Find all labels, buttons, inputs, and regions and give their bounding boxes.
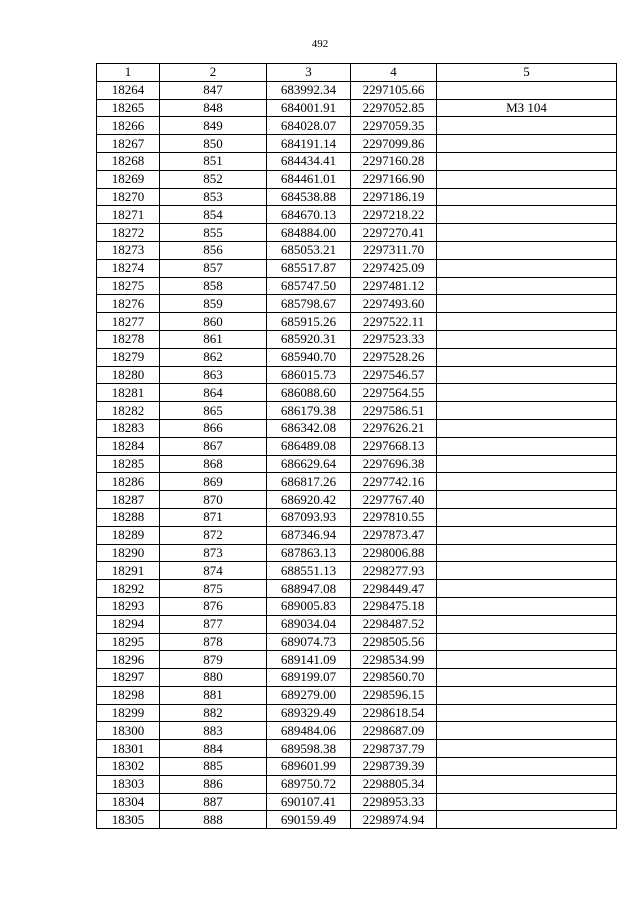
table-cell: 2297166.90 <box>351 170 437 188</box>
table-cell: 871 <box>160 508 267 526</box>
table-cell: 18305 <box>97 811 160 829</box>
table-cell: 2297059.35 <box>351 117 437 135</box>
table-cell: 2298449.47 <box>351 580 437 598</box>
table-cell: 2297523.33 <box>351 330 437 348</box>
table-cell: 18266 <box>97 117 160 135</box>
column-header-4: 4 <box>351 64 437 82</box>
table-row <box>97 775 617 793</box>
table-cell: 850 <box>160 135 267 153</box>
table-cell: 686088.60 <box>267 384 351 402</box>
table-cell: 684434.41 <box>267 152 351 170</box>
table-cell: 2297099.86 <box>351 135 437 153</box>
table-cell: 18264 <box>97 81 160 99</box>
table-row <box>97 740 617 758</box>
table-row <box>97 615 617 633</box>
table-cell: 2298618.54 <box>351 704 437 722</box>
column-header-1: 1 <box>97 64 160 82</box>
table-cell: 858 <box>160 277 267 295</box>
table-cell: 877 <box>160 615 267 633</box>
table-cell <box>437 366 617 384</box>
table-cell: 878 <box>160 633 267 651</box>
table-cell: 880 <box>160 669 267 687</box>
table-row <box>97 580 617 598</box>
table-row <box>97 669 617 687</box>
table-cell <box>437 188 617 206</box>
table-row <box>97 811 617 829</box>
table-row <box>97 81 617 99</box>
table-row <box>97 188 617 206</box>
table-cell <box>437 580 617 598</box>
table-cell: 18294 <box>97 615 160 633</box>
column-header-2: 2 <box>160 64 267 82</box>
table-cell: 2298475.18 <box>351 597 437 615</box>
table-cell: 685517.87 <box>267 259 351 277</box>
table-cell <box>437 651 617 669</box>
table-cell: 2297186.19 <box>351 188 437 206</box>
table-cell <box>437 81 617 99</box>
table-cell <box>437 740 617 758</box>
table-cell <box>437 259 617 277</box>
table-cell: 2297564.55 <box>351 384 437 402</box>
table-cell: 690107.41 <box>267 793 351 811</box>
table-cell: 688947.08 <box>267 580 351 598</box>
table-cell: 686015.73 <box>267 366 351 384</box>
column-header-3: 3 <box>267 64 351 82</box>
table-cell <box>437 669 617 687</box>
table-cell <box>437 241 617 259</box>
table-row <box>97 704 617 722</box>
table-cell <box>437 224 617 242</box>
table-cell: 863 <box>160 366 267 384</box>
table-cell: 689005.83 <box>267 597 351 615</box>
table-cell: 18272 <box>97 224 160 242</box>
table-cell <box>437 562 617 580</box>
table-cell: 2297873.47 <box>351 526 437 544</box>
table-cell: 2297218.22 <box>351 206 437 224</box>
table-cell: 18267 <box>97 135 160 153</box>
table-cell: 2298953.33 <box>351 793 437 811</box>
table-cell: 870 <box>160 491 267 509</box>
table-cell: 18269 <box>97 170 160 188</box>
table-row <box>97 117 617 135</box>
table-cell: 689034.04 <box>267 615 351 633</box>
table-row <box>97 544 617 562</box>
table-cell <box>437 117 617 135</box>
table-cell: 847 <box>160 81 267 99</box>
table-row <box>97 313 617 331</box>
table-cell: 18284 <box>97 437 160 455</box>
table-cell: 2298006.88 <box>351 544 437 562</box>
table-cell <box>437 152 617 170</box>
table-cell <box>437 330 617 348</box>
table-cell: 686629.64 <box>267 455 351 473</box>
table-cell <box>437 313 617 331</box>
table-cell: 18295 <box>97 633 160 651</box>
table-cell: 848 <box>160 99 267 117</box>
table-cell: 685053.21 <box>267 241 351 259</box>
table-cell: 18302 <box>97 758 160 776</box>
table-cell: 18292 <box>97 580 160 598</box>
table-cell: 18298 <box>97 686 160 704</box>
table-cell: 2297586.51 <box>351 402 437 420</box>
table-cell <box>437 722 617 740</box>
table-cell <box>437 170 617 188</box>
table-row <box>97 99 617 117</box>
table-row <box>97 633 617 651</box>
table-row <box>97 366 617 384</box>
table-row <box>97 135 617 153</box>
table-row <box>97 330 617 348</box>
table-cell: 687093.93 <box>267 508 351 526</box>
table-cell: 2298805.34 <box>351 775 437 793</box>
table-cell: 690159.49 <box>267 811 351 829</box>
table-cell: 18273 <box>97 241 160 259</box>
table-cell: 684028.07 <box>267 117 351 135</box>
table-row <box>97 206 617 224</box>
table-cell: 2297810.55 <box>351 508 437 526</box>
table-row <box>97 722 617 740</box>
table-cell: 2297696.38 <box>351 455 437 473</box>
table-cell: 860 <box>160 313 267 331</box>
table-row <box>97 241 617 259</box>
table-cell: 2297626.21 <box>351 419 437 437</box>
table-row <box>97 508 617 526</box>
table-cell: 18303 <box>97 775 160 793</box>
table-row <box>97 562 617 580</box>
table-cell: 689279.00 <box>267 686 351 704</box>
table-cell: 864 <box>160 384 267 402</box>
table-cell: 862 <box>160 348 267 366</box>
table-cell <box>437 526 617 544</box>
table-cell <box>437 206 617 224</box>
table-row <box>97 473 617 491</box>
table-cell: 684538.88 <box>267 188 351 206</box>
table-row <box>97 348 617 366</box>
table-cell: 18300 <box>97 722 160 740</box>
table-cell: 18291 <box>97 562 160 580</box>
table-row <box>97 295 617 313</box>
table-cell <box>437 437 617 455</box>
table-cell: 2297311.70 <box>351 241 437 259</box>
table-cell: 2298487.52 <box>351 615 437 633</box>
table-cell: 689141.09 <box>267 651 351 669</box>
table-row <box>97 402 617 420</box>
table-header-row <box>97 64 617 82</box>
table-cell: 873 <box>160 544 267 562</box>
table-cell: 2297742.16 <box>351 473 437 491</box>
table-cell: 686179.38 <box>267 402 351 420</box>
table-cell: 18268 <box>97 152 160 170</box>
table-cell: 18281 <box>97 384 160 402</box>
table-cell <box>437 775 617 793</box>
table-row <box>97 526 617 544</box>
table-cell: 18289 <box>97 526 160 544</box>
table-cell: 2297270.41 <box>351 224 437 242</box>
table-cell <box>437 277 617 295</box>
table-cell: 2297522.11 <box>351 313 437 331</box>
table-cell: 689484.06 <box>267 722 351 740</box>
table-cell: 2297493.60 <box>351 295 437 313</box>
table-cell: 18274 <box>97 259 160 277</box>
table-cell: 18276 <box>97 295 160 313</box>
table-row <box>97 758 617 776</box>
table-cell: 2298596.15 <box>351 686 437 704</box>
table-cell: 18271 <box>97 206 160 224</box>
table-cell: 18297 <box>97 669 160 687</box>
table-cell: 18280 <box>97 366 160 384</box>
table-row <box>97 170 617 188</box>
table-cell: 867 <box>160 437 267 455</box>
table-cell: 2298534.99 <box>351 651 437 669</box>
table-cell <box>437 402 617 420</box>
table-cell: 688551.13 <box>267 562 351 580</box>
table-cell: 869 <box>160 473 267 491</box>
coordinates-table <box>96 63 617 829</box>
table-cell: 883 <box>160 722 267 740</box>
table-cell: 689199.07 <box>267 669 351 687</box>
table-cell: 865 <box>160 402 267 420</box>
table-cell: 854 <box>160 206 267 224</box>
table-cell: 18282 <box>97 402 160 420</box>
table-cell: 852 <box>160 170 267 188</box>
table-cell: 684884.00 <box>267 224 351 242</box>
table-row <box>97 224 617 242</box>
table-cell: 18283 <box>97 419 160 437</box>
table-cell: 18301 <box>97 740 160 758</box>
table-cell: 2297105.66 <box>351 81 437 99</box>
table-body <box>97 81 617 828</box>
table-cell: 18270 <box>97 188 160 206</box>
table-cell <box>437 793 617 811</box>
table-row <box>97 597 617 615</box>
table-cell: 18285 <box>97 455 160 473</box>
table-cell: 18265 <box>97 99 160 117</box>
table-cell <box>437 758 617 776</box>
table-row <box>97 651 617 669</box>
table-cell: 684001.91 <box>267 99 351 117</box>
table-cell: 2297528.26 <box>351 348 437 366</box>
table-cell: 18293 <box>97 597 160 615</box>
table-cell: 18286 <box>97 473 160 491</box>
table-cell <box>437 384 617 402</box>
table-row <box>97 686 617 704</box>
table-row <box>97 491 617 509</box>
table-cell: 686817.26 <box>267 473 351 491</box>
table-cell <box>437 704 617 722</box>
table-cell <box>437 473 617 491</box>
table-cell: 687863.13 <box>267 544 351 562</box>
table-cell <box>437 508 617 526</box>
table-cell: 884 <box>160 740 267 758</box>
table-cell: 18287 <box>97 491 160 509</box>
table-cell: 851 <box>160 152 267 170</box>
table-cell: 886 <box>160 775 267 793</box>
table-cell: 18277 <box>97 313 160 331</box>
table-cell: 849 <box>160 117 267 135</box>
table-cell: 18275 <box>97 277 160 295</box>
table-cell: 685920.31 <box>267 330 351 348</box>
table-cell: 888 <box>160 811 267 829</box>
table-cell: 18296 <box>97 651 160 669</box>
table-cell: МЗ 104 <box>437 99 617 117</box>
table-cell: 875 <box>160 580 267 598</box>
table-cell: 18279 <box>97 348 160 366</box>
table-cell: 18278 <box>97 330 160 348</box>
table-cell: 18304 <box>97 793 160 811</box>
table-cell: 2297052.85 <box>351 99 437 117</box>
table-cell: 887 <box>160 793 267 811</box>
table-cell <box>437 811 617 829</box>
table-cell: 685798.67 <box>267 295 351 313</box>
table-cell <box>437 491 617 509</box>
table-cell: 868 <box>160 455 267 473</box>
table-cell: 882 <box>160 704 267 722</box>
table-row <box>97 277 617 295</box>
table-cell: 876 <box>160 597 267 615</box>
table-cell: 856 <box>160 241 267 259</box>
table-row <box>97 419 617 437</box>
table-cell: 861 <box>160 330 267 348</box>
table-cell: 685940.70 <box>267 348 351 366</box>
table-row <box>97 384 617 402</box>
table-cell: 857 <box>160 259 267 277</box>
table-cell: 689074.73 <box>267 633 351 651</box>
table-cell <box>437 419 617 437</box>
table-cell: 2298739.39 <box>351 758 437 776</box>
table-cell: 866 <box>160 419 267 437</box>
table-cell: 683992.34 <box>267 81 351 99</box>
table-cell <box>437 295 617 313</box>
table-cell: 689598.38 <box>267 740 351 758</box>
table-cell <box>437 544 617 562</box>
table-cell: 2297425.09 <box>351 259 437 277</box>
table-row <box>97 437 617 455</box>
table-cell: 2298560.70 <box>351 669 437 687</box>
table-cell <box>437 348 617 366</box>
table-cell: 2297546.57 <box>351 366 437 384</box>
table-cell: 2298687.09 <box>351 722 437 740</box>
table-cell: 685915.26 <box>267 313 351 331</box>
table-cell <box>437 455 617 473</box>
table-cell: 881 <box>160 686 267 704</box>
table-cell <box>437 135 617 153</box>
table-cell: 686342.08 <box>267 419 351 437</box>
table-row <box>97 455 617 473</box>
table-cell <box>437 615 617 633</box>
table-cell: 684461.01 <box>267 170 351 188</box>
page-number: 492 <box>311 38 329 50</box>
table-cell: 2297160.28 <box>351 152 437 170</box>
table-cell: 689329.49 <box>267 704 351 722</box>
table-cell <box>437 597 617 615</box>
table-cell: 18288 <box>97 508 160 526</box>
table-cell: 874 <box>160 562 267 580</box>
table-cell: 687346.94 <box>267 526 351 544</box>
table-cell <box>437 686 617 704</box>
table-cell: 18299 <box>97 704 160 722</box>
table-cell <box>437 633 617 651</box>
table-row <box>97 152 617 170</box>
table-cell: 18290 <box>97 544 160 562</box>
table-row <box>97 793 617 811</box>
table-cell: 855 <box>160 224 267 242</box>
column-header-5: 5 <box>437 64 617 82</box>
table-cell: 2297481.12 <box>351 277 437 295</box>
table-cell: 2298974.94 <box>351 811 437 829</box>
table-cell: 689601.99 <box>267 758 351 776</box>
table-cell: 2297668.13 <box>351 437 437 455</box>
table-cell: 689750.72 <box>267 775 351 793</box>
table-cell: 686489.08 <box>267 437 351 455</box>
table-cell: 2298737.79 <box>351 740 437 758</box>
table-cell: 872 <box>160 526 267 544</box>
table-cell: 2298277.93 <box>351 562 437 580</box>
table-cell: 879 <box>160 651 267 669</box>
table-row <box>97 259 617 277</box>
table-cell: 685747.50 <box>267 277 351 295</box>
table-cell: 2297767.40 <box>351 491 437 509</box>
table-cell: 885 <box>160 758 267 776</box>
table-cell: 853 <box>160 188 267 206</box>
table-cell: 2298505.56 <box>351 633 437 651</box>
table-cell: 684670.13 <box>267 206 351 224</box>
table-cell: 684191.14 <box>267 135 351 153</box>
table-cell: 686920.42 <box>267 491 351 509</box>
table-cell: 859 <box>160 295 267 313</box>
